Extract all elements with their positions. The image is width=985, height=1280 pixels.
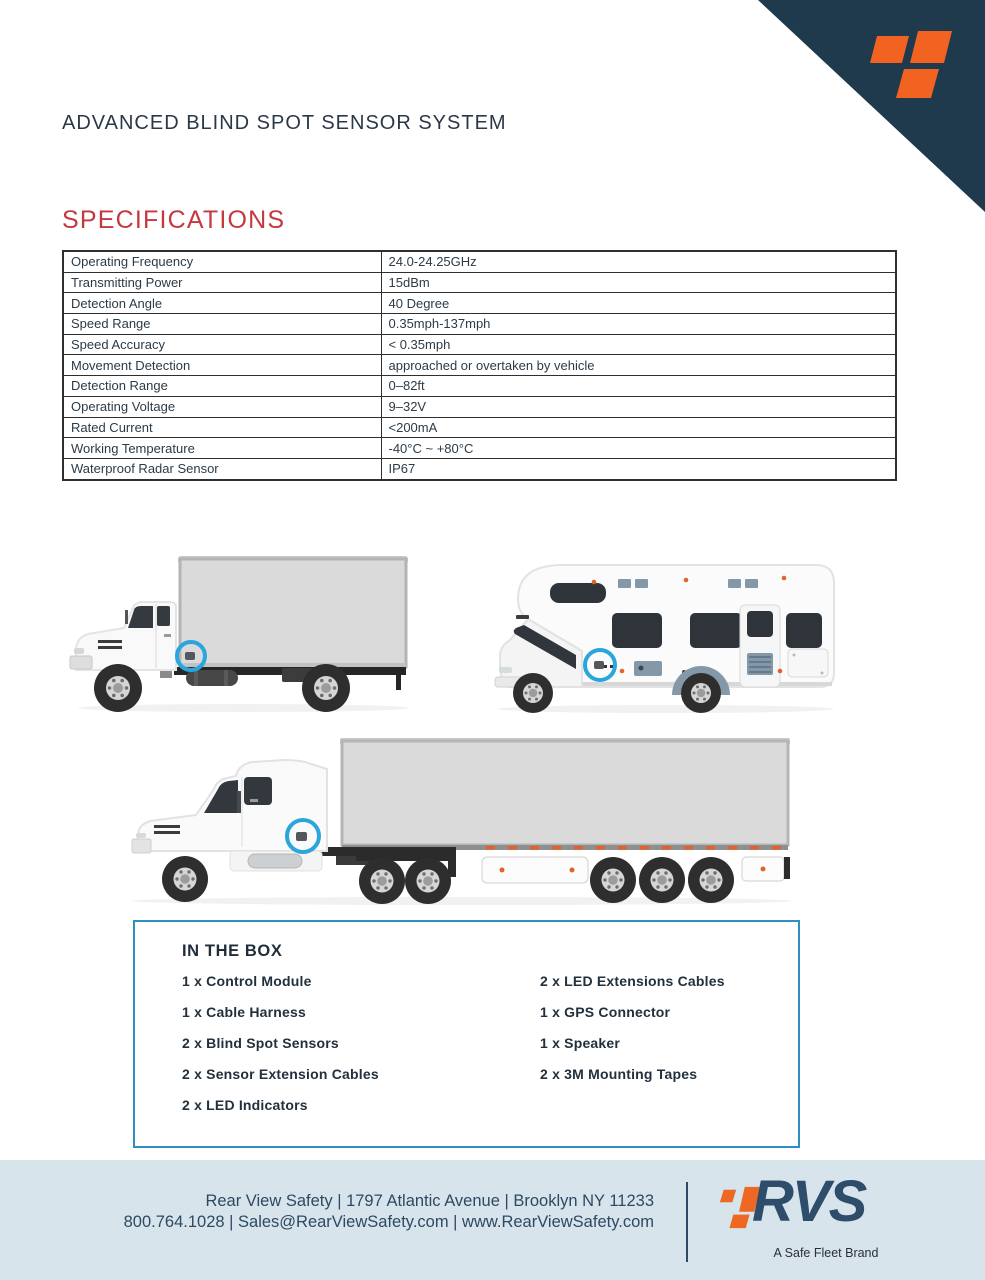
list-item: 1 x Control Module xyxy=(182,973,312,989)
table-row xyxy=(63,438,896,459)
in-the-box-left-column xyxy=(182,972,379,1127)
front-wheel xyxy=(513,673,553,713)
in-the-box-right-column xyxy=(540,972,725,1096)
spec-label: Waterproof Radar Sensor xyxy=(63,458,381,479)
list-item: 1 x Speaker xyxy=(540,1035,621,1051)
table-row xyxy=(63,376,896,397)
headlight xyxy=(74,648,84,654)
corner-triangle-banner xyxy=(758,0,985,212)
door-window xyxy=(747,611,773,637)
table-row xyxy=(63,293,896,314)
spec-label: Transmitting Power xyxy=(63,272,381,293)
spec-label: Operating Voltage xyxy=(63,396,381,417)
table-row xyxy=(63,458,896,479)
spec-value: approached or overtaken by vehicle xyxy=(381,355,896,376)
fuel-tank xyxy=(248,854,302,868)
front-wheel xyxy=(94,664,142,712)
mirror xyxy=(516,615,529,619)
blind-spot-sensor xyxy=(185,652,195,660)
footer-contact-line: 800.764.1028 | Sales@RearViewSafety.com | www.RearViewSafety.com xyxy=(123,1213,654,1231)
in-the-box-heading: IN THE BOX xyxy=(182,942,283,960)
safe-fleet-tagline: A Safe Fleet Brand xyxy=(773,1246,879,1260)
spec-label: Detection Angle xyxy=(63,293,381,314)
table-row xyxy=(63,272,896,293)
footer-divider xyxy=(686,1182,688,1262)
trailer-wheel xyxy=(590,857,636,903)
fuel-tank xyxy=(186,670,238,686)
spec-value: -40°C ~ +80°C xyxy=(381,438,896,459)
mirror xyxy=(125,610,128,624)
table-row xyxy=(63,355,896,376)
table-row xyxy=(63,314,896,335)
spec-label: Speed Accuracy xyxy=(63,334,381,355)
spec-label: Working Temperature xyxy=(63,438,381,459)
rear-wheel xyxy=(302,664,350,712)
rear-mud-flap xyxy=(784,857,790,879)
rv-motorhome-illustration xyxy=(488,553,840,717)
rear-wheel xyxy=(681,673,721,713)
page-title: ADVANCED BLIND SPOT SENSOR SYSTEM xyxy=(62,112,507,134)
side-window xyxy=(690,613,742,648)
bumper xyxy=(70,656,92,669)
spec-value: 40 Degree xyxy=(381,293,896,314)
ground-shadow xyxy=(498,705,834,713)
headlight xyxy=(136,833,146,838)
spec-value: <200mA xyxy=(381,417,896,438)
spec-label: Speed Range xyxy=(63,314,381,335)
footer xyxy=(0,1160,985,1280)
specifications-heading: SPECIFICATIONS xyxy=(62,206,286,234)
front-wheel xyxy=(162,856,208,902)
list-item: 1 x Cable Harness xyxy=(182,1004,307,1020)
trailer-box xyxy=(342,741,788,845)
ground-shadow xyxy=(132,897,792,905)
spec-value: 0–82ft xyxy=(381,376,896,397)
drive-wheel xyxy=(359,858,405,904)
spec-label: Detection Range xyxy=(63,376,381,397)
table-row xyxy=(63,396,896,417)
spec-value: IP67 xyxy=(381,458,896,479)
list-item: 1 x GPS Connector xyxy=(540,1004,671,1020)
trailer-wheel xyxy=(639,857,685,903)
utility-hatch xyxy=(634,661,662,676)
list-item: 2 x Blind Spot Sensors xyxy=(182,1035,339,1051)
specifications-table xyxy=(62,250,897,481)
table-row xyxy=(63,334,896,355)
semi-trailer-truck-illustration xyxy=(130,733,794,907)
spec-value: < 0.35mph xyxy=(381,334,896,355)
spec-value: 24.0-24.25GHz xyxy=(381,251,896,272)
list-item: 2 x LED Extensions Cables xyxy=(540,973,725,989)
headlight xyxy=(499,667,512,673)
box-truck-illustration xyxy=(68,552,410,716)
spec-label: Movement Detection xyxy=(63,355,381,376)
spec-value: 9–32V xyxy=(381,396,896,417)
list-item: 2 x Sensor Extension Cables xyxy=(182,1066,379,1082)
spec-value: 15dBm xyxy=(381,272,896,293)
table-row xyxy=(63,417,896,438)
list-item: 2 x 3M Mounting Tapes xyxy=(540,1066,698,1082)
list-item: 2 x LED Indicators xyxy=(182,1097,308,1113)
rvs-logo-text: RVS xyxy=(752,1169,866,1234)
spec-label: Operating Frequency xyxy=(63,251,381,272)
footer-contact-block xyxy=(0,1191,654,1233)
rear-window xyxy=(786,613,822,648)
side-window xyxy=(157,606,170,626)
mirror xyxy=(237,791,241,813)
blind-spot-sensor xyxy=(594,661,604,669)
bumper xyxy=(132,839,151,853)
table-row xyxy=(63,251,896,272)
spec-value: 0.35mph-137mph xyxy=(381,314,896,335)
trailer-wheel xyxy=(688,857,734,903)
side-window xyxy=(612,613,662,648)
over-cab-window xyxy=(550,583,606,603)
in-the-box-panel xyxy=(133,920,800,1148)
blind-spot-sensor xyxy=(296,832,307,841)
cargo-box xyxy=(180,559,406,667)
spec-label: Rated Current xyxy=(63,417,381,438)
drive-wheel xyxy=(405,858,451,904)
footer-address-line: Rear View Safety | 1797 Atlantic Avenue | Brooklyn NY 11233 xyxy=(205,1192,654,1210)
